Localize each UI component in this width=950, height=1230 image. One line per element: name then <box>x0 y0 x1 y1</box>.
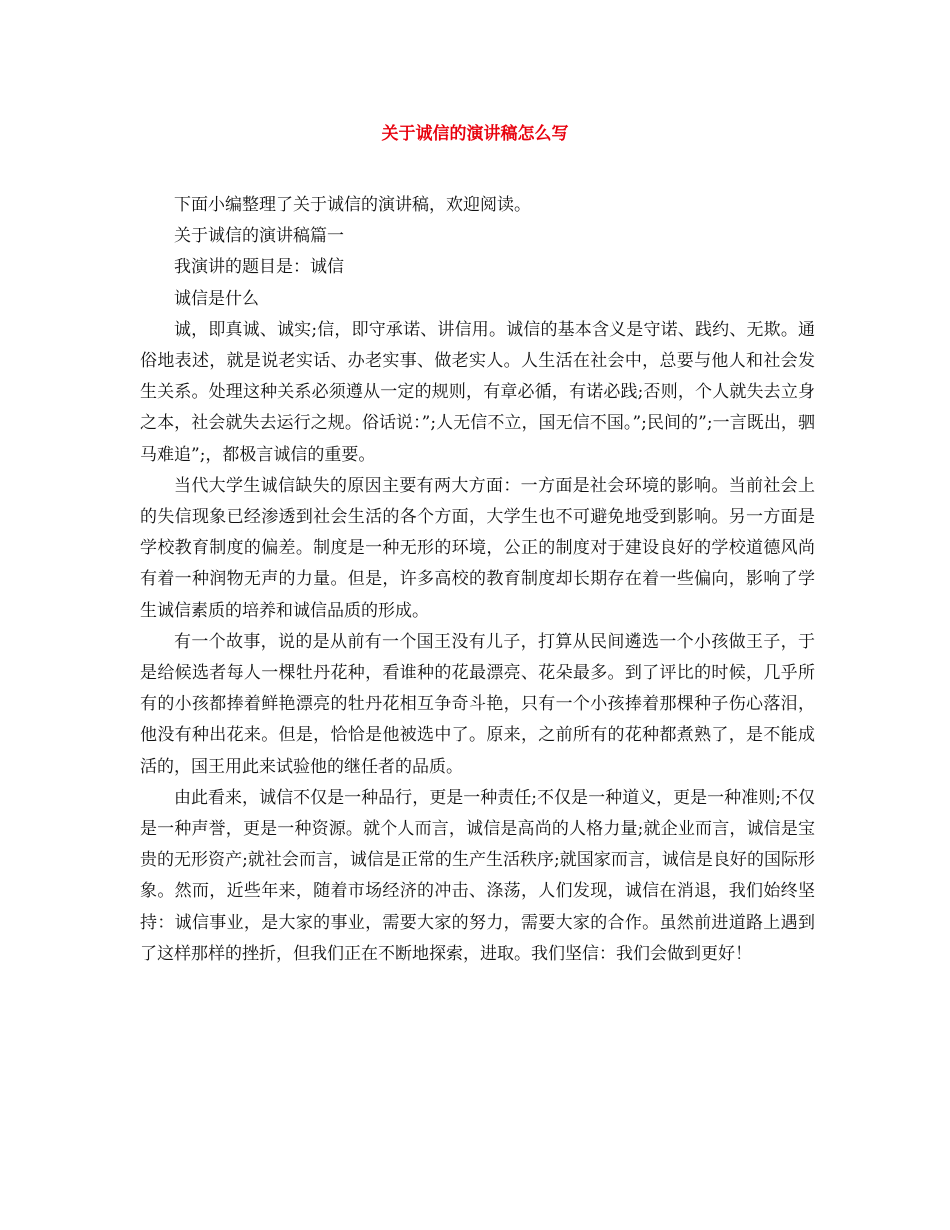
document-body <box>140 190 815 970</box>
body-paragraph: 诚，即真诚、诚实;信，即守承诺、讲信用。诚信的基本含义是守诺、践约、无欺。通俗地表述，就是说老实话、办老实事、做老实人。人生活在社会中，总要与他人和社会发生关系。处理这种关系必须遵从一定的规则，有章必循，有诺必践;否则，个人就失去立身之本，社会就失去运行之规。俗话说：”;人无信不立，国无信不国。”;民间的”;一言既出，驷马难追”;，都极言诚信的重要。 <box>140 319 815 465</box>
body-paragraph: 由此看来，诚信不仅是一种品行，更是一种责任;不仅是一种道义，更是一种准则;不仅是一种声誉，更是一种资源。就个人而言，诚信是高尚的人格力量;就企业而言，诚信是宝贵的无形资产;就社会而言，诚信是正常的生产生活秩序;就国家而言，诚信是良好的国际形象。然而，近些年来，随着市场经济的冲击、涤荡，人们发现，诚信在消退，我们始终坚持：诚信事业，是大家的事业，需要大家的努力，需要大家的合作。虽然前进道路上遇到了这样那样的挫折，但我们正在不断地探索，进取。我们坚信：我们会做到更好！ <box>140 787 815 964</box>
body-paragraph: 有一个故事，说的是从前有一个国王没有儿子，打算从民间遴选一个小孩做王子，于是给候选者每人一棵牡丹花种，看谁种的花最漂亮、花朵最多。到了评比的时候，几乎所有的小孩都捧着鲜艳漂亮的牡丹花相互争奇斗艳，只有一个小孩捧着那棵种子伤心落泪，他没有种出花来。但是，恰恰是他被选中了。原来，之前所有的花种都煮熟了，是不能成活的，国王用此来试验他的继任者的品质。 <box>140 631 815 777</box>
page-title: 关于诚信的演讲稿怎么写 <box>381 124 569 144</box>
section-heading: 关于诚信的演讲稿篇一 <box>174 226 344 247</box>
body-paragraph: 当代大学生诚信缺失的原因主要有两大方面：一方面是社会环境的影响。当前社会上的失信现象已经渗透到社会生活的各个方面，大学生也不可避免地受到影响。另一方面是学校教育制度的偏差。制度是一种无形的环境，公正的制度对于建设良好的学校道德风尚有着一种润物无声的力量。但是，许多高校的教育制度却长期存在着一些偏向，影响了学生诚信素质的培养和诚信品质的形成。 <box>140 475 815 621</box>
intro-paragraph: 下面小编整理了关于诚信的演讲稿，欢迎阅读。 <box>174 195 531 215</box>
question-heading: 诚信是什么 <box>174 288 259 309</box>
speech-topic: 我演讲的题目是：诚信 <box>174 257 344 278</box>
